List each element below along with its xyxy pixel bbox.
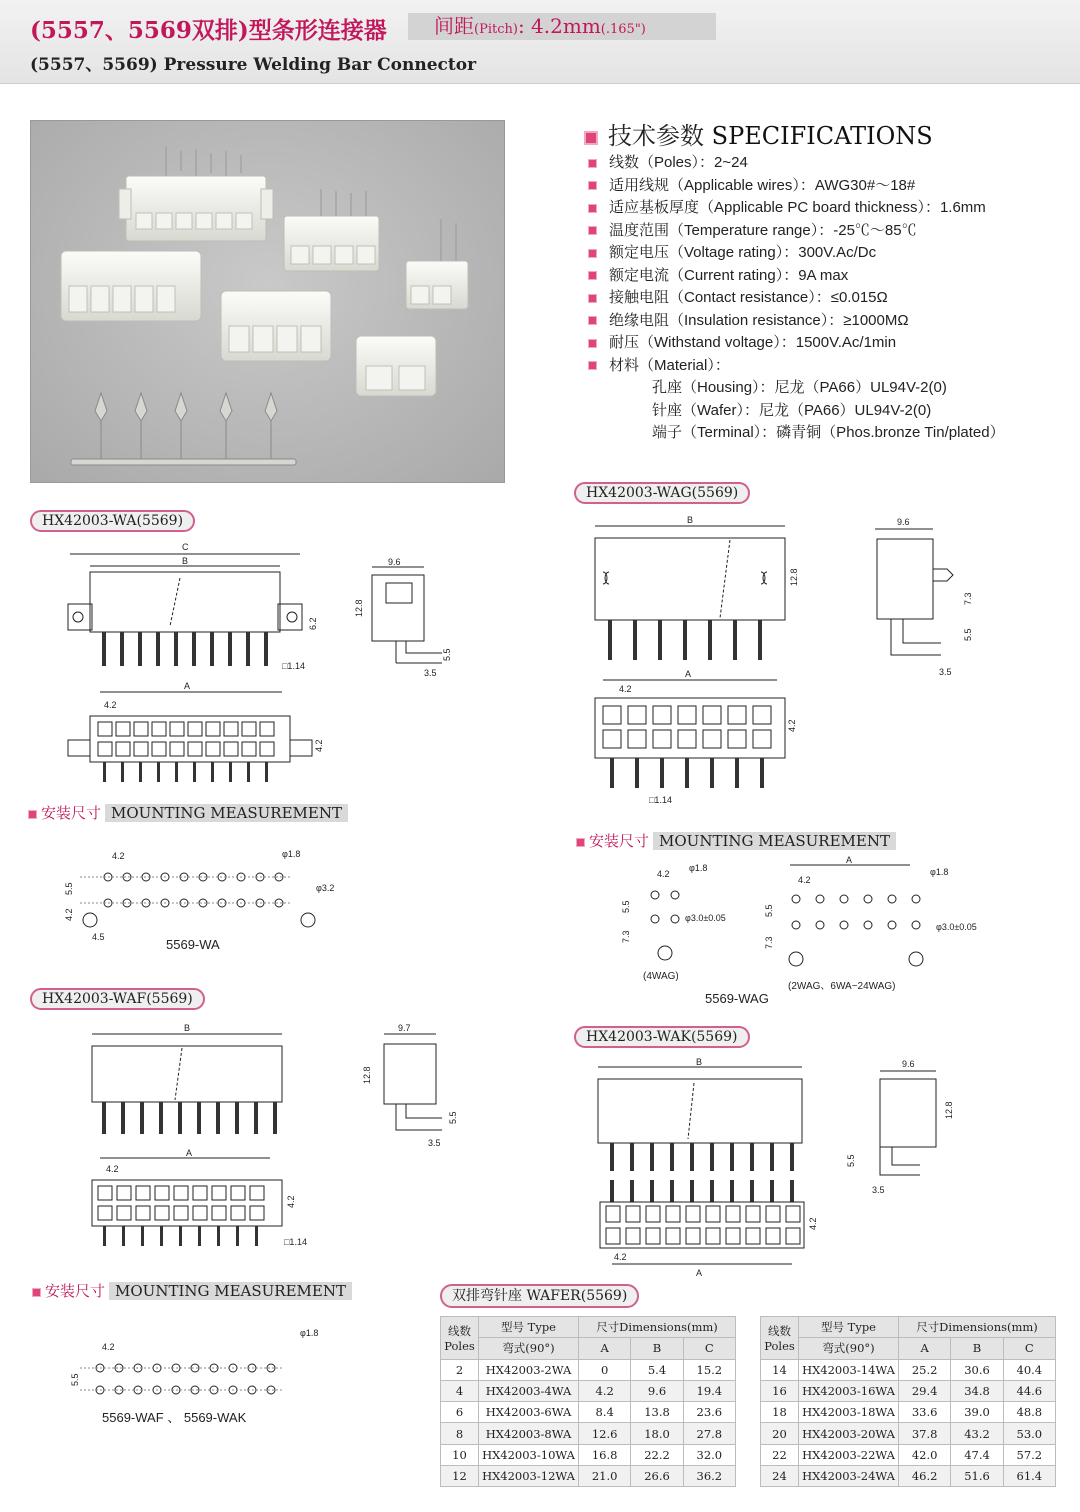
dim-label: 3.5 [939,667,952,677]
waf-bottom-drawing [80,1148,330,1253]
housing-10pin [61,251,201,321]
dim-a-label: A [846,855,853,865]
dim-label: 5.5 [621,900,631,913]
dim-label: 5.5 [846,1154,856,1167]
dim-label: φ3.2 [316,883,335,893]
dim-a-label: A [186,1148,193,1158]
col-angle: 弯式(90°) [479,1338,579,1359]
wag-side-drawing [855,515,975,680]
col-c: C [1003,1338,1055,1359]
table-row: 18 HX42003-18WA 33.6 39.0 48.8 [761,1402,1056,1423]
bullet-icon [588,226,597,235]
bullet-icon [588,361,597,370]
dim-label: 12.8 [944,1101,954,1119]
spec-item: 绝缘电阻（Insulation resistance）：≥1000MΩ [588,310,1068,333]
model-tag-waf: HX42003-WAF(5569) [30,988,205,1010]
dim-label: 4.2 [614,1252,627,1262]
dim-label: 4.2 [112,851,125,861]
wag-bottom-drawing [585,668,815,808]
connector-4pin [406,219,468,309]
mounting-heading: 安装尺寸 MOUNTING MEASUREMENT [576,830,896,851]
col-poles: 线数 Poles [441,1317,479,1360]
table-row: 6 HX42003-6WA 8.4 13.8 23.6 [441,1402,736,1423]
dim-label: φ3.0±0.05 [936,922,977,932]
bullet-icon [32,1288,41,1297]
dim-label: 4.2 [64,908,74,921]
dim-label: □1.14 [649,795,672,805]
table-row: 8 HX42003-8WA 12.6 18.0 27.8 [441,1423,736,1444]
dim-label: 12.8 [354,599,364,617]
dimensions-table-right [760,1316,1056,1487]
bullet-square-icon [584,131,598,145]
col-type: 型号 Type [799,1317,899,1338]
specs-title-cn: 技术参数 [608,122,704,150]
spec-item: 耐压（Withstand voltage）：1500V.Ac/1min [588,332,1068,355]
wag-multi-mounting-drawing [760,855,980,995]
bullet-icon [588,294,597,303]
dim-label: 9.6 [902,1059,915,1069]
dim-c-label: C [182,542,189,552]
bullet-icon [588,271,597,280]
dimensions-table-left [440,1316,736,1487]
dim-label: □1.14 [284,1237,307,1247]
bullet-icon [576,838,585,847]
bullet-icon [588,159,597,168]
connector-illustration [31,121,506,484]
table-row: 14 HX42003-14WA 25.2 30.6 40.4 [761,1359,1056,1380]
dim-a-label: A [184,681,191,691]
material-item: 端子（Terminal）：磷青铜（Phos.bronze Tin/plated） [652,424,1005,441]
dim-label: 3.5 [428,1138,441,1148]
specs-title-en: SPECIFICATIONS [711,122,933,150]
dim-label: 5.5 [963,628,973,641]
spec-item: 额定电压（Voltage rating）：300V.Ac/Dc [588,242,1068,265]
bullet-icon [588,339,597,348]
table-row: 10 HX42003-10WA 16.8 22.2 32.0 [441,1444,736,1465]
wak-front-drawing [590,1055,820,1175]
dim-label: 4.2 [104,700,117,710]
pitch-sep: : [517,14,525,38]
dim-label: 9.6 [388,557,401,567]
dim-label: 4.2 [102,1342,115,1352]
dim-label: 5.5 [448,1111,458,1124]
dim-label: 4.2 [798,875,811,885]
pattern-name: 5569-WAG [705,991,769,1006]
wafk-mounting-drawing [60,1320,360,1430]
col-a: A [579,1338,631,1359]
wak-bottom-drawing [590,1180,830,1280]
model-tag-wa: HX42003-WA(5569) [30,510,195,532]
terminal-strip [71,393,296,465]
wak-side-drawing [840,1055,960,1200]
bullet-icon [588,181,597,190]
dim-label: 4.2 [787,719,797,732]
pattern-note: (2WAG、6WA~24WAG) [788,981,896,992]
dim-label: 4.2 [619,684,632,694]
dim-b-label: B [182,556,189,566]
waf-side-drawing [350,1020,470,1155]
dim-b-label: B [184,1023,191,1033]
pitch-label: 间距 [434,14,474,38]
model-tag-wag: HX42003-WAG(5569) [574,482,750,504]
wa-bottom-drawing [60,680,330,785]
model-tag-wak: HX42003-WAK(5569) [574,1026,750,1048]
product-photo [30,120,505,483]
dim-label: □1.14 [282,661,305,671]
col-type: 型号 Type [479,1317,579,1338]
dim-label: 4.2 [808,1217,818,1230]
spec-item: 额定电流（Current rating）：9A max [588,265,1068,288]
dim-label: 4.5 [92,932,105,942]
dim-label: 5.5 [70,1373,80,1386]
dim-label: 4.2 [106,1164,119,1174]
dim-label: 7.3 [963,592,973,605]
dim-label: 5.5 [64,882,74,895]
specs-title [584,116,933,151]
pitch-inch: (.165") [600,22,646,37]
dim-label: 3.5 [872,1185,885,1195]
pitch-value: 4.2mm [531,14,601,38]
waf-front-drawing [80,1020,300,1140]
bullet-icon [28,810,37,819]
wafer-title: 双排弯针座 WAFER(5569) [440,1284,639,1308]
dim-label: 5.5 [442,648,452,661]
col-dims: 尺寸Dimensions(mm) [579,1317,736,1338]
spec-item: 适用线规（Applicable wires）：AWG30#～18# [588,175,1068,198]
dim-a-label: A [685,669,692,679]
bullet-icon [588,204,597,213]
dim-label: 9.7 [398,1023,411,1033]
dim-label: 12.8 [362,1066,372,1084]
bullet-icon [588,249,597,258]
wa-front-drawing [60,540,320,680]
specs-list [588,152,1068,445]
wa-mounting-drawing [60,845,360,955]
table-row: 22 HX42003-22WA 42.0 47.4 57.2 [761,1444,1056,1465]
spec-item: 材料（Material）： [588,355,1068,378]
connector-12pin [119,146,273,241]
dim-label: 3.5 [424,668,437,678]
wa-side-drawing [350,555,460,680]
pitch-en: (Pitch) [474,22,518,37]
table-row: 4 HX42003-4WA 4.2 9.6 19.4 [441,1380,736,1401]
bullet-icon [588,316,597,325]
dim-label: 4.2 [286,1195,296,1208]
page-header [0,0,1080,84]
dim-label: φ1.8 [689,863,708,873]
dim-label: 4.2 [314,739,324,752]
dim-label: φ1.8 [300,1328,319,1338]
col-c: C [683,1338,735,1359]
housing-4pin [356,336,436,396]
col-b: B [631,1338,683,1359]
col-a: A [899,1338,951,1359]
wag4-mounting-drawing [615,855,769,1006]
pattern-name: 5569-WAF 、 5569-WAK [102,1410,247,1425]
col-angle: 弯式(90°) [799,1338,899,1359]
dim-a-label: A [696,1268,703,1278]
dim-label: φ1.8 [282,849,301,859]
dim-label: 5.5 [764,904,774,917]
table-row: 20 HX42003-20WA 37.8 43.2 53.0 [761,1423,1056,1444]
spec-item: 温度范围（Temperature range）：-25℃～85℃ [588,220,1068,243]
dim-label: 6.2 [308,617,318,630]
title-en: (5557、5569) Pressure Welding Bar Connector [30,55,477,75]
housing-8pin [221,291,331,361]
mounting-heading: 安装尺寸 MOUNTING MEASUREMENT [28,802,348,823]
table-row: 12 HX42003-12WA 21.0 26.6 36.2 [441,1466,736,1487]
col-poles: 线数 Poles [761,1317,799,1360]
table-row: 2 HX42003-2WA 0 5.4 15.2 [441,1359,736,1380]
title-cn: (5557、5569双排)型条形连接器 [30,17,387,44]
col-dims: 尺寸Dimensions(mm) [899,1317,1056,1338]
mounting-heading: 安装尺寸 MOUNTING MEASUREMENT [32,1280,352,1301]
pitch-box [408,13,716,40]
spec-item: 接触电阻（Contact resistance）：≤0.015Ω [588,287,1068,310]
spec-item: 适应基板厚度（Applicable PC board thickness）：1.6mm [588,197,1068,220]
material-item: 针座（Wafer）：尼龙（PA66）UL94V-2(0) [652,401,932,419]
dim-label: φ3.0±0.05 [685,913,726,923]
pattern-name: 5569-WA [166,937,220,952]
pattern-note: (4WAG) [643,971,679,982]
dim-b-label: B [687,515,694,525]
dim-label: 12.8 [789,568,799,586]
connector-8pin [284,189,379,271]
table-row: 16 HX42003-16WA 29.4 34.8 44.6 [761,1380,1056,1401]
dim-b-label: B [696,1057,703,1067]
col-b: B [951,1338,1003,1359]
dim-label: 4.2 [657,869,670,879]
dim-label: 7.3 [764,936,774,949]
dim-label: 9.6 [897,517,910,527]
material-item: 孔座（Housing）：尼龙（PA66）UL94V-2(0) [652,379,947,396]
wag-front-drawing [585,510,815,670]
spec-item: 线数（Poles）：2~24 [588,152,1068,175]
table-row: 24 HX42003-24WA 46.2 51.6 61.4 [761,1466,1056,1487]
dim-label: φ1.8 [930,867,949,877]
dim-label: 7.3 [621,930,631,943]
